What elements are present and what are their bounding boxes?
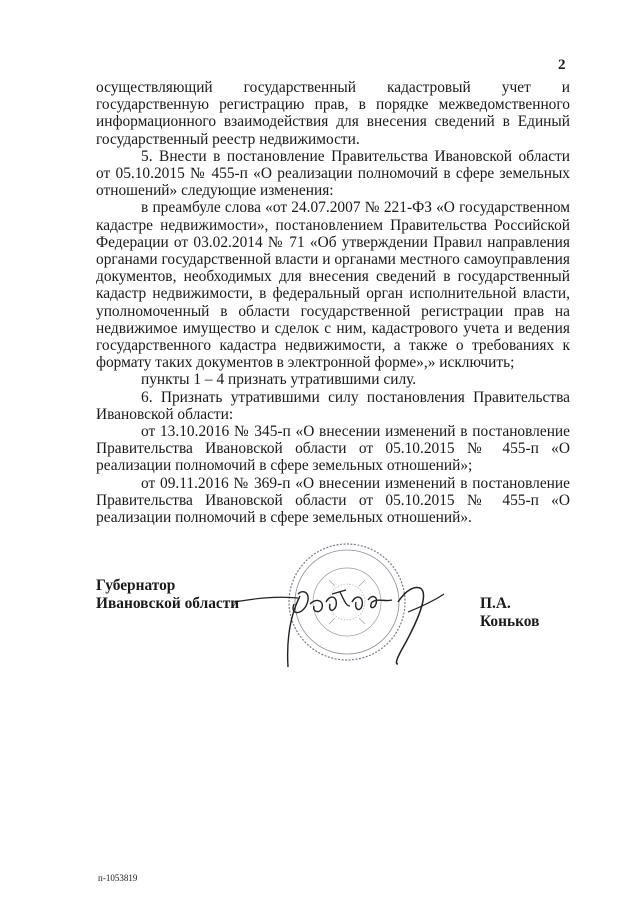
signature-block bbox=[96, 577, 570, 630]
paragraph-preamble-change: в преамбуле слова «от 24.07.2007 № 221-ФЗ «О государственном кадастре недвижимости», постановлением Правительства Российской Федерации от 03.02.2014 № 71 «Об утверждении Правил направления органами государственной власти и органами местного самоуправления документов, необходимых для внесения сведений в государственный кадастр недвижимости, в федеральный орган исполнительной власти, уполномоченный в области государственной регистрации прав на недвижимое имущество и сделок с ним, кадастрового учета и ведения государственного кадастра недвижимости, а также о требованиях к формату таких документов в электронной форме»,» исключить; bbox=[96, 199, 570, 372]
document-code: п-1053819 bbox=[98, 873, 138, 883]
page-number: 2 bbox=[558, 57, 566, 73]
paragraph-item-5: 5. Внести в постановление Правительства Ивановской области от 05.10.2015 № 455-п «О реализации полномочий в сфере земельных отношений» следующие изменения: bbox=[96, 147, 570, 200]
document-body bbox=[96, 79, 570, 526]
signatory-title-line1: Губернатор bbox=[96, 577, 176, 594]
paragraph-continuation: осуществляющий государственный кадастровый учет и государственную регистрацию прав, в порядке межведомственного информационного взаимодействия для внесения сведений в Единый государственный реестр недвижимости. bbox=[96, 79, 570, 148]
paragraph-decree-369: от 09.11.2016 № 369-п «О внесении изменений в постановление Правительства Ивановской области от 05.10.2015 № 455-п «О реализации полномочий в сфере земельных отношений». bbox=[96, 474, 570, 527]
signatory-name: П.А. Коньков bbox=[480, 595, 540, 630]
paragraph-decree-345: от 13.10.2016 № 345-п «О внесении изменений в постановление Правительства Ивановской области от 05.10.2015 № 455-п «О реализации полномочий в сфере земельных отношений»; bbox=[96, 423, 570, 475]
paragraph-item-6: 6. Признать утратившими силу постановления Правительства Ивановской области: bbox=[96, 388, 570, 423]
paragraph-points-void: пункты 1 – 4 признать утратившими силу. bbox=[141, 371, 417, 389]
signatory-title-line2: Ивановской области bbox=[96, 595, 240, 612]
